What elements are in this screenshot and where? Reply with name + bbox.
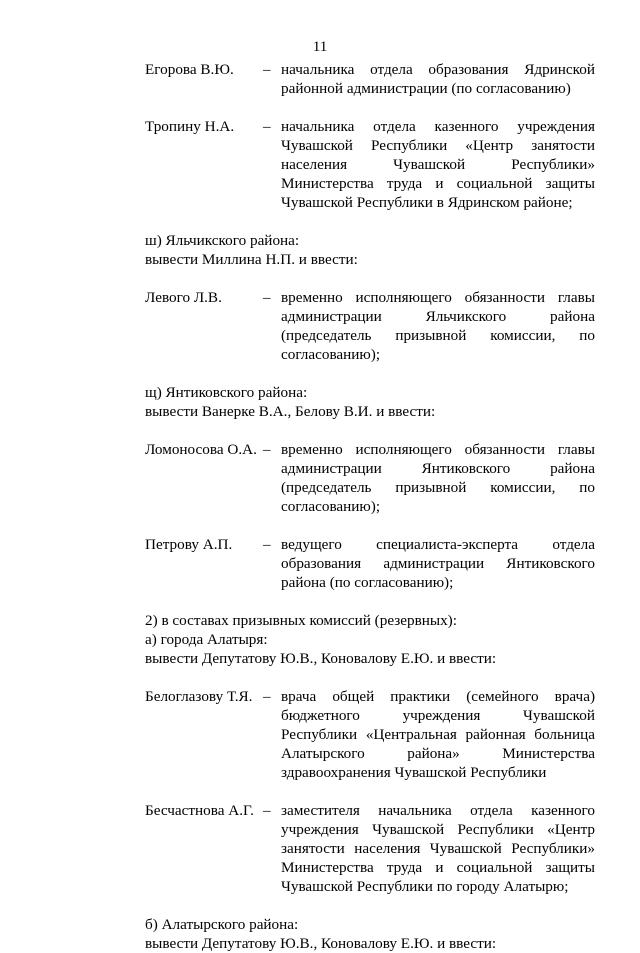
member-position: врача общей практики (семейного врача) бюджетного учреждения Чувашской Республики «Центральная районная больница Алатырского района» Министерства здравоохранения Чувашской Республики — [281, 688, 595, 781]
member-dash: – — [263, 802, 271, 819]
document-body — [145, 60, 595, 953]
section-title: 2) в составах призывных комиссий (резервных): — [145, 612, 457, 629]
member-name: Петрову А.П. — [145, 536, 233, 553]
member-position: заместителя начальника отдела казенного учреждения Чувашской Республики «Центр занятости населения Чувашской Республики» Министерства труда и социальной защиты Чувашской Республики по городу Алатырю; — [281, 802, 595, 895]
section-title: ш) Яльчикского района: — [145, 232, 300, 249]
section-instruction: вывести Ванерке В.А., Белову В.И. и ввести: — [145, 403, 436, 420]
member-entry — [145, 687, 595, 782]
member-position: начальника отдела образования Ядринской районной администрации (по согласованию) — [281, 61, 595, 97]
section-instruction: вывести Миллина Н.П. и ввести: — [145, 251, 358, 268]
member-entry — [145, 801, 595, 896]
subsection-title: а) города Алатыря: — [145, 631, 268, 648]
member-name: Левого Л.В. — [145, 289, 222, 306]
member-dash: – — [263, 441, 271, 458]
member-dash: – — [263, 61, 271, 78]
member-name: Ломоносова О.А. — [145, 441, 257, 458]
member-dash: – — [263, 118, 271, 135]
page-number: 11 — [312, 38, 328, 55]
member-entry — [145, 60, 595, 98]
member-dash: – — [263, 536, 271, 553]
section-title: щ) Янтиковского района: — [145, 384, 308, 401]
member-position: ведущего специалиста-эксперта отдела образования администрации Янтиковского района (по согласованию); — [281, 536, 595, 591]
member-name: Егорова В.Ю. — [145, 61, 234, 78]
member-dash: – — [263, 289, 271, 306]
member-name: Тропину Н.А. — [145, 118, 235, 135]
section-instruction: вывести Депутатову Ю.В., Коновалову Е.Ю. и ввести: — [145, 650, 497, 667]
member-name: Бесчастнова А.Г. — [145, 802, 254, 819]
member-position: временно исполняющего обязанности главы администрации Янтиковского района (председатель призывной комиссии, по согласованию); — [281, 441, 595, 515]
member-dash: – — [263, 688, 271, 705]
member-position: временно исполняющего обязанности главы администрации Яльчикского района (председатель призывной комиссии, по согласованию); — [281, 289, 595, 363]
member-entry — [145, 288, 595, 364]
section-instruction: вывести Депутатову Ю.В., Коновалову Е.Ю. и ввести: — [145, 935, 497, 952]
section-title: б) Алатырского района: — [145, 916, 299, 933]
member-entry — [145, 440, 595, 516]
member-name: Белоглазову Т.Я. — [145, 688, 253, 705]
member-position: начальника отдела казенного учреждения Чувашской Республики «Центр занятости населения Чувашской Республики» Министерства труда и социальной защиты Чувашской Республики в Ядринском районе; — [281, 118, 595, 211]
member-entry — [145, 117, 595, 212]
member-entry — [145, 535, 595, 592]
